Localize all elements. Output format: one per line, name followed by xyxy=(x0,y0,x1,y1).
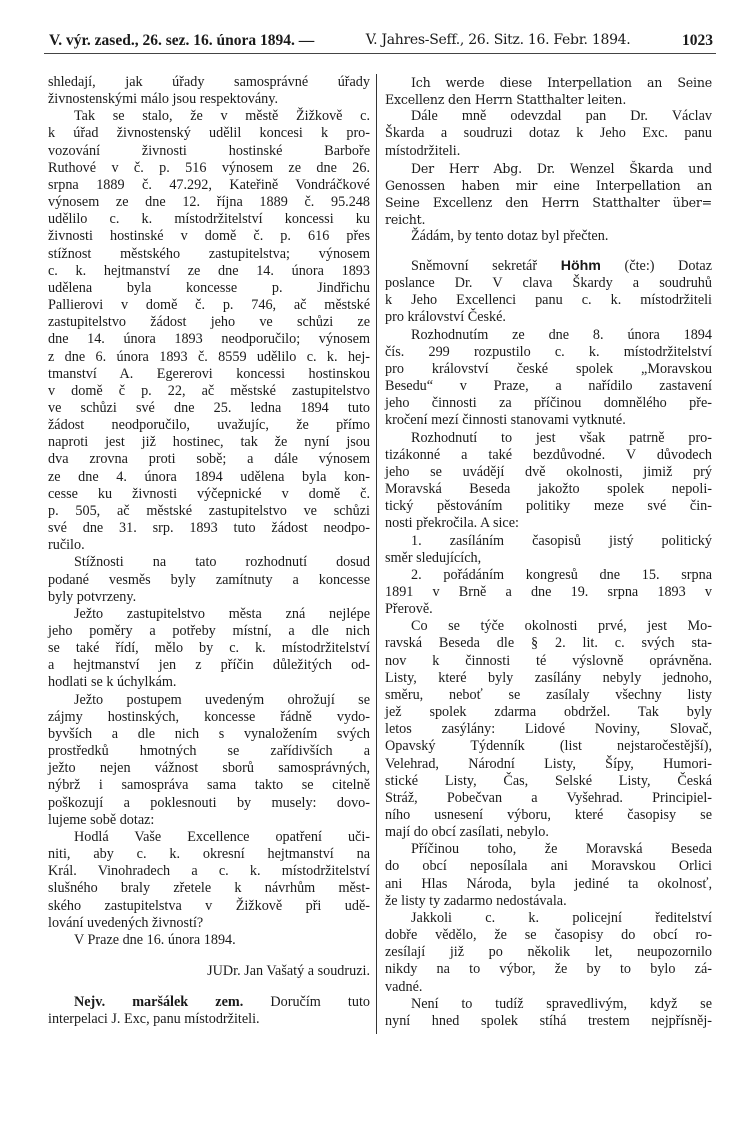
speaker-name: Höhm xyxy=(560,258,601,274)
text-line: niti, aby c. k. okresní hejtmanství na xyxy=(48,846,370,863)
text-line: slušného braly zřetele k návrhům měst- xyxy=(48,880,370,897)
column-divider xyxy=(376,74,377,1034)
text-line: Stráž, Pobečvan a Vyšehrad. Principiel- xyxy=(385,789,712,806)
text-line: Tak se stalo, že v městě Žižkově c. xyxy=(74,108,370,125)
text-line: lujeme sobě dotaz: xyxy=(48,811,155,828)
text-line: Seine Excellenz den Herrn Statthalter über= xyxy=(385,195,712,211)
text-line: vozování živnosti hostinské Barboře xyxy=(48,142,370,159)
left-column-closing xyxy=(48,994,370,1028)
text-line: Rozhodnutím ze dne 8. února 1894 xyxy=(411,326,712,343)
text-line: Moravská Beseda jakožto spolek nepoli- xyxy=(385,481,712,498)
text-line: Příčinou toho, že Moravská Beseda xyxy=(411,841,712,858)
text-line: tizákonné a také bezdůvodné. V důvodech xyxy=(385,446,712,463)
text-line: své dne 31. srp. 1893 tuto žádost neodpo- xyxy=(48,520,370,537)
text-line: k Jeho Excellenci panu c. k. místodržiteli xyxy=(385,292,712,309)
text-line: Jakkoli c. k. policejní ředitelství xyxy=(411,909,712,926)
text-line: směr sledujících, xyxy=(385,549,482,566)
text-line: Ruthové v č. p. 516 výnosem ze dne 26. xyxy=(48,159,370,176)
text-line: směru, neboť se zasílaly všechny listy xyxy=(385,686,712,703)
text-line: jeho činnosti za příčinou domnělého pře- xyxy=(385,395,712,412)
text-line: V Praze dne 16. února 1894. xyxy=(74,931,236,948)
text-line: hodlati se k úchylkám. xyxy=(48,674,177,691)
text-line: jež spolek zdarma obdržel. Tak byly xyxy=(385,704,712,721)
text-line: ježto nejen vážnost sborů samosprávných, xyxy=(48,760,370,777)
text-line: ze dne 4. února 1894 udělena byla kon- xyxy=(48,468,370,485)
text-line: Velehrad, Národní Listy, Šípy, Humori- xyxy=(385,755,712,772)
text-line: Besedu“ v Praze, a nařídilo zastavení xyxy=(385,378,712,395)
page-number: 1023 xyxy=(681,32,713,49)
text-line: ského zastupitelstva v Žižkově při udě- xyxy=(48,897,370,914)
text-line: Opavský Týdenník (list nejstaročestější), xyxy=(385,738,712,755)
text-line: Není to tudíž spravedlivým, když se xyxy=(411,995,712,1012)
right-column-block-1 xyxy=(385,74,712,246)
text-line: čís. 299 rozpustilo c. k. místodržitelství xyxy=(385,343,712,360)
text-line: c. k. hejtmanství ze dne 14. února 1893 xyxy=(48,262,370,279)
text-line: Der Herr Abg. Dr. Wenzel Škarda und xyxy=(411,160,712,176)
header-rule xyxy=(44,53,716,54)
text-line: Stížnosti na tato rozhodnutí dosud xyxy=(74,554,370,571)
text-line: ního usnesení výboru, které časopisy se xyxy=(385,807,712,823)
text-line: nikdy na to výbor, že by to bylo zá- xyxy=(385,961,712,978)
text-line: že listy ty zadarmo nedostávala. xyxy=(385,892,567,909)
text-line: byvších a dle nich s vynaložením svých xyxy=(48,725,370,742)
text-line: dva zrovna proti sobě; a dále výnosem xyxy=(48,451,370,468)
text-line: interpelaci J. Exc, panu místodržiteli. xyxy=(48,1011,260,1028)
text-line: Genossen haben mir eine Interpellation an xyxy=(385,177,712,193)
text-line: výnosem ze dne 12. října 1889 č. 95.248 xyxy=(48,194,370,211)
text-line: tický pěstováním politiky meze své čin- xyxy=(385,498,712,515)
text-line: p. 505, ač městské zastupitelstvo ve schůzi xyxy=(48,502,370,519)
text-line: ani Hlas Národa, byla jediné ta okolnosť, xyxy=(385,875,712,892)
text-line: nosti překročila. A sice: xyxy=(385,515,519,532)
text-line: Excellenz den Herrn Statthalter leiten. xyxy=(385,92,627,108)
left-column-body xyxy=(48,74,370,949)
text-line: dobře vědělo, že se časopisy do obcí ro- xyxy=(385,927,712,944)
text-line: v domě č p. 22, ač městské zastupitelstvo xyxy=(48,382,370,399)
text-line: lování uvedených živností? xyxy=(48,914,204,931)
text-line: jeho se uvádějí dvě okolnosti, jimiž prý xyxy=(385,463,712,480)
text-line: dne 14. února 1893 neodporučilo; výnosem xyxy=(48,331,370,348)
text-line: se také řídí, mělo by c. k. místodržitelství xyxy=(48,640,370,657)
header-czech: V. výr. zased., 26. sez. 16. února 1894. — xyxy=(49,32,315,49)
text-line: živnosti hostinské v domě č. p. 616 přes xyxy=(48,228,370,245)
text-line: byly potvrzeny. xyxy=(48,588,137,605)
text-line: zastupitelstvo žádost jeho ve schůzi ze xyxy=(48,314,370,331)
text-line: poslance Dr. V clava Škardy a soudruhů xyxy=(385,275,712,292)
text-line: nýbrž i samospráva sama takto se citelně xyxy=(48,777,370,794)
text-line: Listy, které byly zasílány nebyly jednoho, xyxy=(385,669,712,686)
text-line: srpna 1889 č. 47.292, Kateřině Vondráčkové xyxy=(48,176,370,193)
text-line: kročení mezí činnosti stanovami vytknuté. xyxy=(385,412,626,429)
text-line: Co se týče okolnosti prvé, jest Mo- xyxy=(411,618,712,635)
text-line: pro království české spolek „Moravskou xyxy=(385,360,712,377)
text-line: Nejv. maršálek zem. Doručím tuto xyxy=(74,994,370,1010)
text-line: pro království České. xyxy=(385,309,506,326)
text-line: shledají, jak úřady samosprávné úřady xyxy=(48,74,370,90)
running-header xyxy=(49,32,713,50)
text-line: Dále mně odevzdal pan Dr. Václav xyxy=(411,108,712,125)
text-line: poškozují a poklesnouti by musely: dovo- xyxy=(48,794,370,811)
text-line: naproti jest již hostinec, tak že nyní jsou xyxy=(48,434,370,451)
text-line: Sněmovní sekretář Höhm (čte:) Dotaz xyxy=(411,258,712,274)
text-line: podané vesměs byly zamítnuty a koncesse xyxy=(48,571,370,588)
text-line: do obcí neposílala ani Moravskou Orlici xyxy=(385,858,712,875)
text-line: stické Listy, Čas, Selské Listy, Česká xyxy=(385,772,712,789)
text-line: nov k činnosti té výslovně oprávněna. xyxy=(385,652,712,669)
text-line: a hejtmanství jen z příčin důležitých od- xyxy=(48,657,370,674)
text-line: vadné. xyxy=(385,978,423,995)
text-line: Přerově. xyxy=(385,601,433,618)
text-line: Žádám, by tento dotaz byl přečten. xyxy=(411,228,609,245)
signature-block xyxy=(48,963,370,980)
text-line: Škarda a soudruzi dotaz k Jeho Exc. panu xyxy=(385,125,712,142)
text-line: Hodlá Vaše Excellence opatření uči- xyxy=(74,828,370,845)
text-line: zájmy hostinských, koncesse řádně vydo- xyxy=(48,708,370,725)
text-line: Rozhodnutí to jest však patrně pro- xyxy=(411,429,712,446)
text-line: Pallierovi v domě č. p. 746, ač městské xyxy=(48,297,370,314)
text-line: reicht. xyxy=(385,212,426,228)
text-line: cesse ku živnosti výčepnické v domě č. xyxy=(48,485,370,502)
signature: JUDr. Jan Vašatý a soudruzi. xyxy=(207,963,370,979)
text-line: žádost neodporučilo, uvažujíc, že přímo xyxy=(48,417,370,434)
text-line: zesílají již po několik let, neupozornilo xyxy=(385,944,712,961)
text-line: udělilo c. k. místodržitelství koncessi ku xyxy=(48,211,370,228)
text-line: Král. Vinohradech a c. k. místodržitelství xyxy=(48,863,370,880)
header-german: V. Jahres-Seff., 26. Sitz. 16. Febr. 1894. xyxy=(365,32,631,48)
text-line: mají do obcí zasílati, nebylo. xyxy=(385,824,549,841)
text-line: Ježto zastupitelstvo města zná nejlépe xyxy=(74,605,370,622)
text-line: 2. pořádáním kongresů dne 15. srpna xyxy=(411,566,712,583)
text-line: Ich werde diese Interpellation an Seine xyxy=(411,75,712,90)
text-line: ručilo. xyxy=(48,537,85,554)
text-line: udělena byla koncesse p. Jindřichu xyxy=(48,279,370,296)
text-line: živnostenskými málo jsou respektovány. xyxy=(48,91,278,108)
text-line: ravská Beseda dle § 2. lit. c. svých sta- xyxy=(385,635,712,652)
text-line: prostředků hmotných se zařídivších a xyxy=(48,743,370,760)
right-column-block-2 xyxy=(385,258,712,1030)
text-line: z dne 6. února 1893 č. 8559 udělilo c. k. hej- xyxy=(48,348,370,365)
text-line: jeho poměry a potřeby místní, a dle nich xyxy=(48,623,370,639)
speaker-name: Nejv. maršálek zem. xyxy=(74,994,244,1010)
text-line: místodržiteli. xyxy=(385,142,461,159)
text-line: letos zasýlány: Lidové Noviny, Slovač, xyxy=(385,721,712,738)
text-line: k úřad živnostenský udělil koncesi k pro- xyxy=(48,125,370,142)
text-line: ve schůzi své dne 25. ledna 1894 tuto xyxy=(48,399,370,416)
text-line: 1. zasíláním časopisů jistý politický xyxy=(411,532,712,549)
text-line: 1891 v Brně a dne 19. srpna 1893 v xyxy=(385,583,712,600)
text-line: nyní hned spolek stíhá trestem nejpřísněj- xyxy=(385,1012,712,1029)
text-line: stížnost městského zastupitelstva; výnosem xyxy=(48,245,370,262)
text-line: Ježto postupem uvedeným ohrožují se xyxy=(74,691,370,708)
text-line: tmanství A. Egererovi koncessi hostinskou xyxy=(48,365,370,382)
